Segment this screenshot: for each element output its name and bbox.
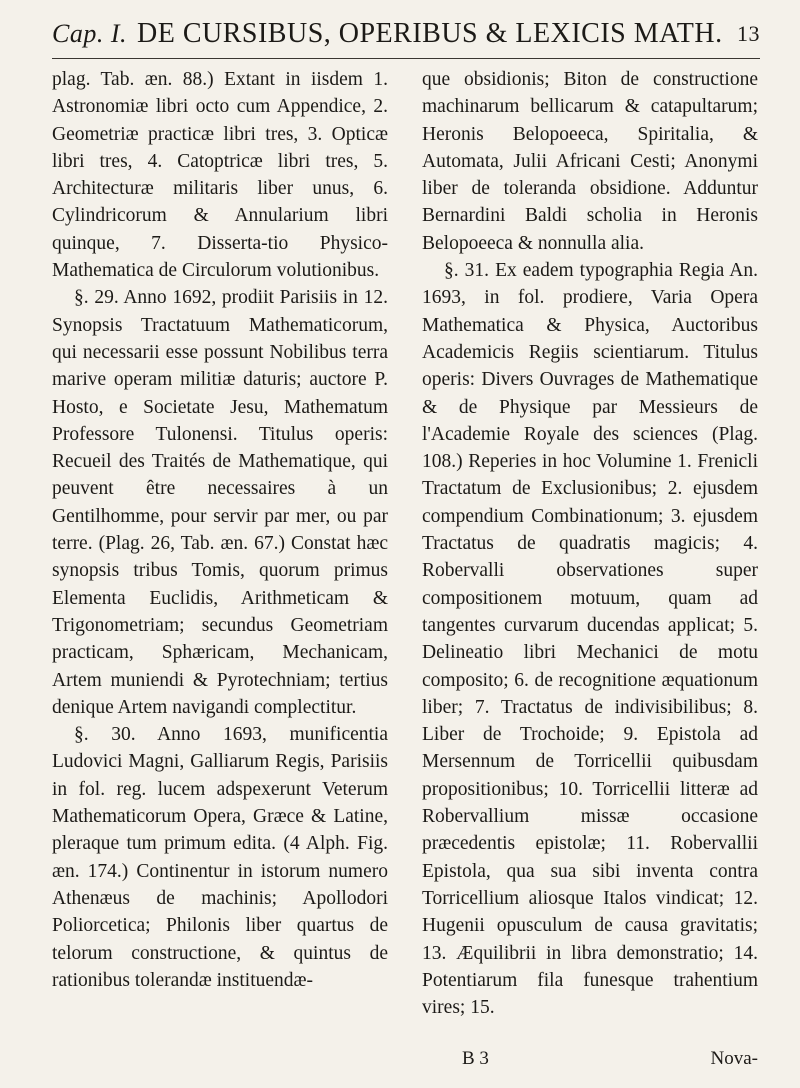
running-header	[52, 10, 760, 59]
paragraph-30: §. 30. Anno 1693, munificentia Ludovici Magni, Galliarum Regis, Parisiis in fol. reg. lucem adspexerunt Veterum Mathematicorum Opera, Græce & Latine, pleraque tum primum edita. (4 Alph. Fig. æn. 174.) Continentur in istorum numero Athenæus de machinis; Apollodori Poliorcetica; Philonis liber quartus de telorum constructione, & quintus de rationibus tolerandæ instituendæ-	[52, 724, 388, 991]
right-column	[422, 66, 758, 1021]
paragraph-29: §. 29. Anno 1692, prodiit Parisiis in 12. Synopsis Tractatuum Mathematicorum, qui necessarii esse possunt Nobilibus terra marive operam militiæ daturis; auctore P. Hosto, e Societate Jesu, Mathematum Professore Tulonensi. Titulus operis: Recueil des Traités de Mathematique, qui peuvent être necessaires à un Gentilhomme, pour servir par mer, ou par terre. (Plag. 26, Tab. æn. 67.) Constat hæc synopsis tribus Tomis, quorum primus Elementa Euclidis, Arithmeticam & Trigonometriam; secundus Geometriam practicam, Sphæricam, Mechanicam, Artem muniendi & Pyrotechniam; tertius denique Artem navigandi complectitur.	[52, 287, 388, 718]
paragraph-30-continued: que obsidionis; Biton de constructione machinarum bellicarum & catapultarum; Heronis Belopoeeca, Spiritalia, & Automata, Julii Africani Cesti; Anonymi liber de toleranda obsidione. Adduntur Bernardini Baldi scholia in Heronis Belopoeeca & nonnulla alia.	[422, 69, 758, 254]
catchword: Nova-	[710, 1048, 758, 1069]
chapter-label: Cap. I.	[52, 19, 127, 48]
left-column	[52, 66, 388, 994]
paragraph-continued: plag. Tab. æn. 88.) Extant in iisdem 1. Astronomiæ libri octo cum Appendice, 2. Geometriæ practicæ libri tres, 3. Opticæ libri tres, 4. Catoptricæ libri tres, 5. Architecturæ militaris liber unus, 6. Cylindricorum & Annularium libri quinque, 7. Disserta-tio Physico-Mathematica de Circulorum volutionibus.	[52, 69, 388, 282]
page-number: 13	[737, 21, 760, 46]
signature-mark: B 3	[462, 1048, 489, 1069]
header-title: DE CURSIBUS, OPERIBUS & LEXICIS MATH.	[137, 18, 723, 49]
paragraph-31: §. 31. Ex eadem typographia Regia An. 1693, in fol. prodiere, Varia Opera Mathematica & Physica, Auctoribus Academicis Regiis scientiarum. Titulus operis: Divers Ouvrages de Mathematique & de Physique par Messieurs de l'Academie Royale des sciences (Plag. 108.) Reperies in hoc Volumine 1. Frenicli Tractatum de Exclusionibus; 2. ejusdem compendium Combinationum; 3. ejusdem Tractatus de quadratis magicis; 4. Robervalli observationes super compositionem motuum, quam ad tangentes curvarum ducendas applicat; 5. Delineatio libri Mechanici de motu composito; 6. de recognitione æquationum liber; 7. Tractatus de indivisibilibus; 8. Liber de Trochoide; 9. Epistola ad Mersennum de Torricellii quibusdam propositionibus; 10. Torricellii litteræ ad Robervallium missæ occasione præcedentis epistolæ; 11. Robervallii Epistola, qua sua sibi inventa contra Torricellium aliosque Italos vindicat; 12. Hugenii opusculum de causa gravitatis; 13. Æquilibrii in libra demonstratio; 14. Potentiarum fila funesque trahentium vires; 15.	[422, 260, 758, 1019]
page-footer	[422, 1048, 758, 1070]
